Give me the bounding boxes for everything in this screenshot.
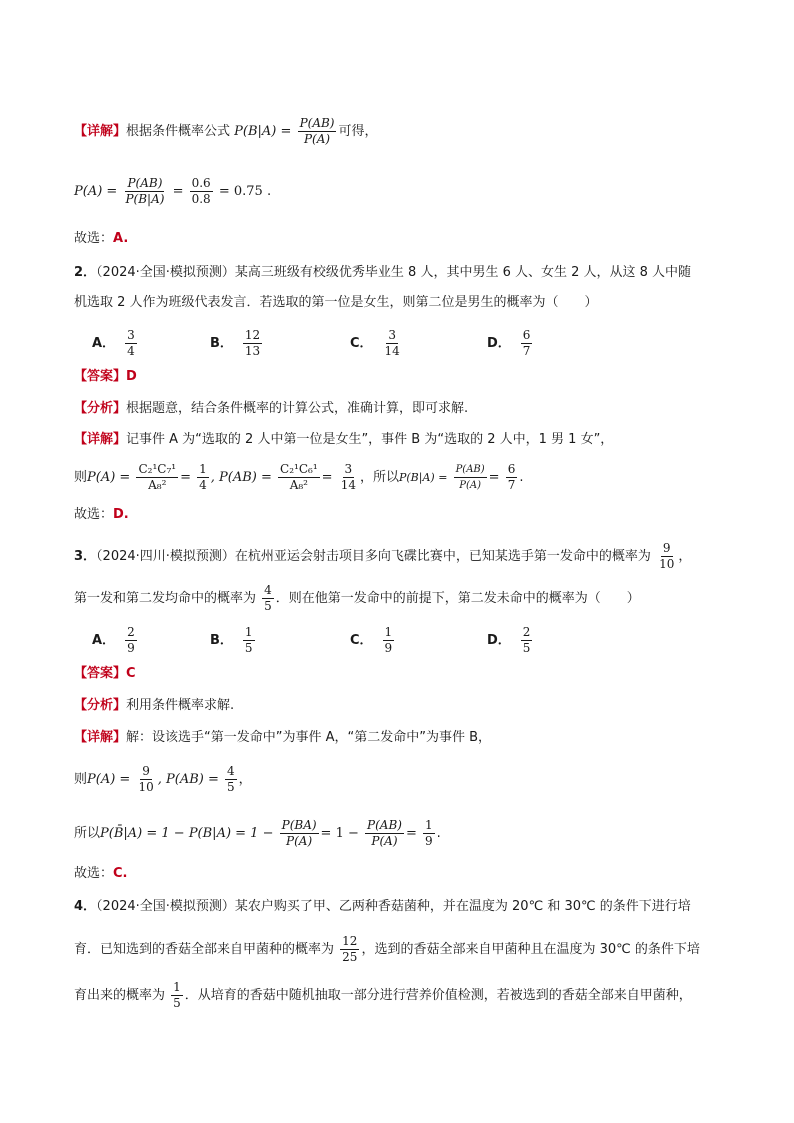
choice-line: 故选：A. bbox=[74, 231, 129, 246]
q4-source: （2024·全国·模拟预测） bbox=[96, 899, 235, 914]
q4-stem-line-1: 4．（2024·全国·模拟预测）某农户购买了甲、乙两种香菇菌种，并在温度为 20℃ 和 30℃ 的条件下进行培 bbox=[74, 899, 691, 914]
detail-line bbox=[74, 116, 754, 147]
q2-choice: 故选：D. bbox=[74, 507, 129, 522]
q2-detail-calc: 则P(A) = $\frac{\text{C₂¹C₇¹}}{\text{A₈²}}$ = $\frac{1}{4}$ , P(AB) = $\frac{\text{C₂¹C₆¹}}{\text{A₈²}}$ = $\frac{3}{14}$ ，所以P(B|A) = $\frac{P(AB)}{P(A)}$ = $\frac{6}{7}$ . bbox=[74, 462, 524, 492]
q2-option-c[interactable]: C． $\frac{3}{14}$ bbox=[350, 328, 400, 358]
q3-answer: 【答案】C bbox=[74, 666, 136, 681]
q3-stem-line-2: 第一发和第二发均命中的概率为 $\frac{4}{5}$ ．则在他第一发命中的前提下，第二发未命中的概率为（ ） bbox=[74, 583, 640, 613]
calc-fraction-1: $\frac{P(AB)}{P(B|A)}$ bbox=[125, 176, 165, 206]
q2-answer: 【答案】D bbox=[74, 369, 137, 384]
q2-stem-line-2: 机选取 2 人作为班级代表发言．若选取的第一位是女生，则第二位是男生的概率为（ ） bbox=[74, 295, 598, 310]
calc-result: = 0.75 . bbox=[218, 184, 272, 199]
q2-stem-line-1: 2．（2024·全国·模拟预测）某高三班级有校级优秀毕业生 8 人，其中男生 6 人、女生 2 人，从这 8 人中随 bbox=[74, 265, 692, 280]
q2-detail: 【详解】记事件 A 为“选取的 2 人中第一位是女生”，事件 B 为“选取的 2 人中，1 男 1 女”， bbox=[74, 432, 614, 447]
q3-detail-calc-1: 则P(A) = $\frac{9}{10}$ , P(AB) = $\frac{4}{5}$ ， bbox=[74, 764, 252, 794]
q4-stem-line-3: 育出来的概率为 $\frac{1}{5}$ ．从培育的香菇中随机抽取一部分进行营养价值检测，若被选到的香菇全部来自甲菌种， bbox=[74, 980, 692, 1010]
q2-option-a[interactable]: A． $\frac{3}{4}$ bbox=[92, 328, 135, 358]
q2-option-b[interactable]: B． $\frac{12}{13}$ bbox=[210, 328, 261, 358]
q3-number: 3． bbox=[74, 549, 97, 564]
q2-option-d[interactable]: D． $\frac{6}{7}$ bbox=[487, 328, 531, 358]
detail-tag: 【详解】 bbox=[74, 124, 127, 139]
q3-option-d[interactable]: D． $\frac{2}{5}$ bbox=[487, 625, 531, 655]
choice-value: A. bbox=[113, 231, 129, 246]
formula-fraction: $\frac{P(AB)}{P(A)}$ bbox=[299, 116, 335, 146]
detail-tail: 可得， bbox=[338, 124, 378, 139]
calc-line: P(A) = $\frac{P(AB)}{P(B|A)}$ = $\frac{0.6}{0.8}$ = 0.75 . bbox=[74, 176, 272, 206]
detail-text: 根据条件概率公式 bbox=[126, 124, 231, 139]
q3-detail: 【详解】解：设该选手“第一发命中”为事件 A，“第二发命中”为事件 B， bbox=[74, 730, 492, 745]
q3-choice: 故选：C. bbox=[74, 866, 128, 881]
q3-stem-line-1: 3．（2024·四川·模拟预测）在杭州亚运会射击项目多向飞碟比赛中，已知某选手第一发命中的概率为 $\frac{9}{10}$ ， bbox=[74, 541, 692, 571]
q3-detail-calc-2: 所以P(B̄|A) = 1 − P(B|A) = 1 − $\frac{P(BA)}{P(A)}$ = 1 − $\frac{P(AB)}{P(A)}$ = $\frac{1}{9}$ . bbox=[74, 818, 441, 848]
q2-number: 2． bbox=[74, 265, 97, 280]
formula-lhs: P(B|A) = bbox=[234, 124, 292, 139]
calc-fraction-2: $\frac{0.6}{0.8}$ bbox=[191, 176, 211, 206]
q3-analysis: 【分析】利用条件概率求解. bbox=[74, 698, 235, 713]
q3-option-a[interactable]: A． $\frac{2}{9}$ bbox=[92, 625, 135, 655]
calc-lhs: P(A) = bbox=[74, 184, 118, 199]
q3-option-c[interactable]: C． $\frac{1}{9}$ bbox=[350, 625, 393, 655]
q4-number: 4． bbox=[74, 899, 97, 914]
q3-source: （2024·四川·模拟预测） bbox=[96, 549, 235, 564]
q3-option-b[interactable]: B． $\frac{1}{5}$ bbox=[210, 625, 253, 655]
q4-stem-line-2: 育．已知选到的香菇全部来自甲菌种的概率为 $\frac{12}{25}$ ，选到的香菇全部来自甲菌种且在温度为 30℃ 的条件下培 bbox=[74, 934, 700, 964]
q2-analysis: 【分析】根据题意，结合条件概率的计算公式，准确计算，即可求解. bbox=[74, 401, 469, 416]
q2-source: （2024·全国·模拟预测） bbox=[96, 265, 235, 280]
